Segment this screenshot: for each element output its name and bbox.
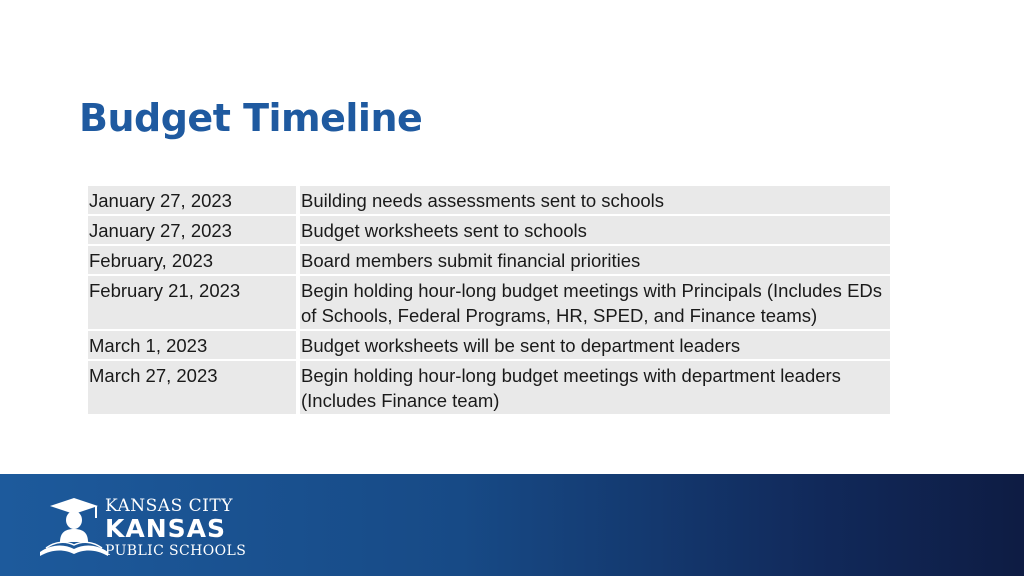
timeline-date: January 27, 2023 <box>88 186 298 215</box>
timeline-event: Budget worksheets sent to schools <box>298 215 890 245</box>
logo-line-1: KANSAS CITY <box>105 496 233 516</box>
timeline-event: Board members submit financial priorities <box>298 245 890 275</box>
timeline-date: February 21, 2023 <box>88 275 298 330</box>
slide-title: Budget Timeline <box>79 96 423 140</box>
logo-line-2: KANSAS <box>105 514 227 543</box>
table-row <box>88 275 890 330</box>
graduate-book-icon <box>38 496 110 560</box>
footer-banner <box>0 474 1024 576</box>
district-logo-text <box>105 496 246 560</box>
timeline-event: Budget worksheets will be sent to department leaders <box>298 330 890 360</box>
table-row <box>88 245 890 275</box>
table-row <box>88 330 890 360</box>
timeline-date: February, 2023 <box>88 245 298 275</box>
table-row <box>88 360 890 415</box>
timeline-event: Begin holding hour-long budget meetings with department leaders (Includes Finance team) <box>298 360 890 415</box>
timeline-date: January 27, 2023 <box>88 215 298 245</box>
table-row <box>88 186 890 215</box>
timeline-table <box>88 186 890 416</box>
timeline-date: March 27, 2023 <box>88 360 298 415</box>
timeline-event: Begin holding hour-long budget meetings with Principals (Includes EDs of Schools, Federal Programs, HR, SPED, and Finance teams) <box>298 275 890 330</box>
timeline-event: Building needs assessments sent to schools <box>298 186 890 215</box>
timeline-date: March 1, 2023 <box>88 330 298 360</box>
table-row <box>88 215 890 245</box>
logo-line-3: PUBLIC SCHOOLS <box>105 543 247 559</box>
